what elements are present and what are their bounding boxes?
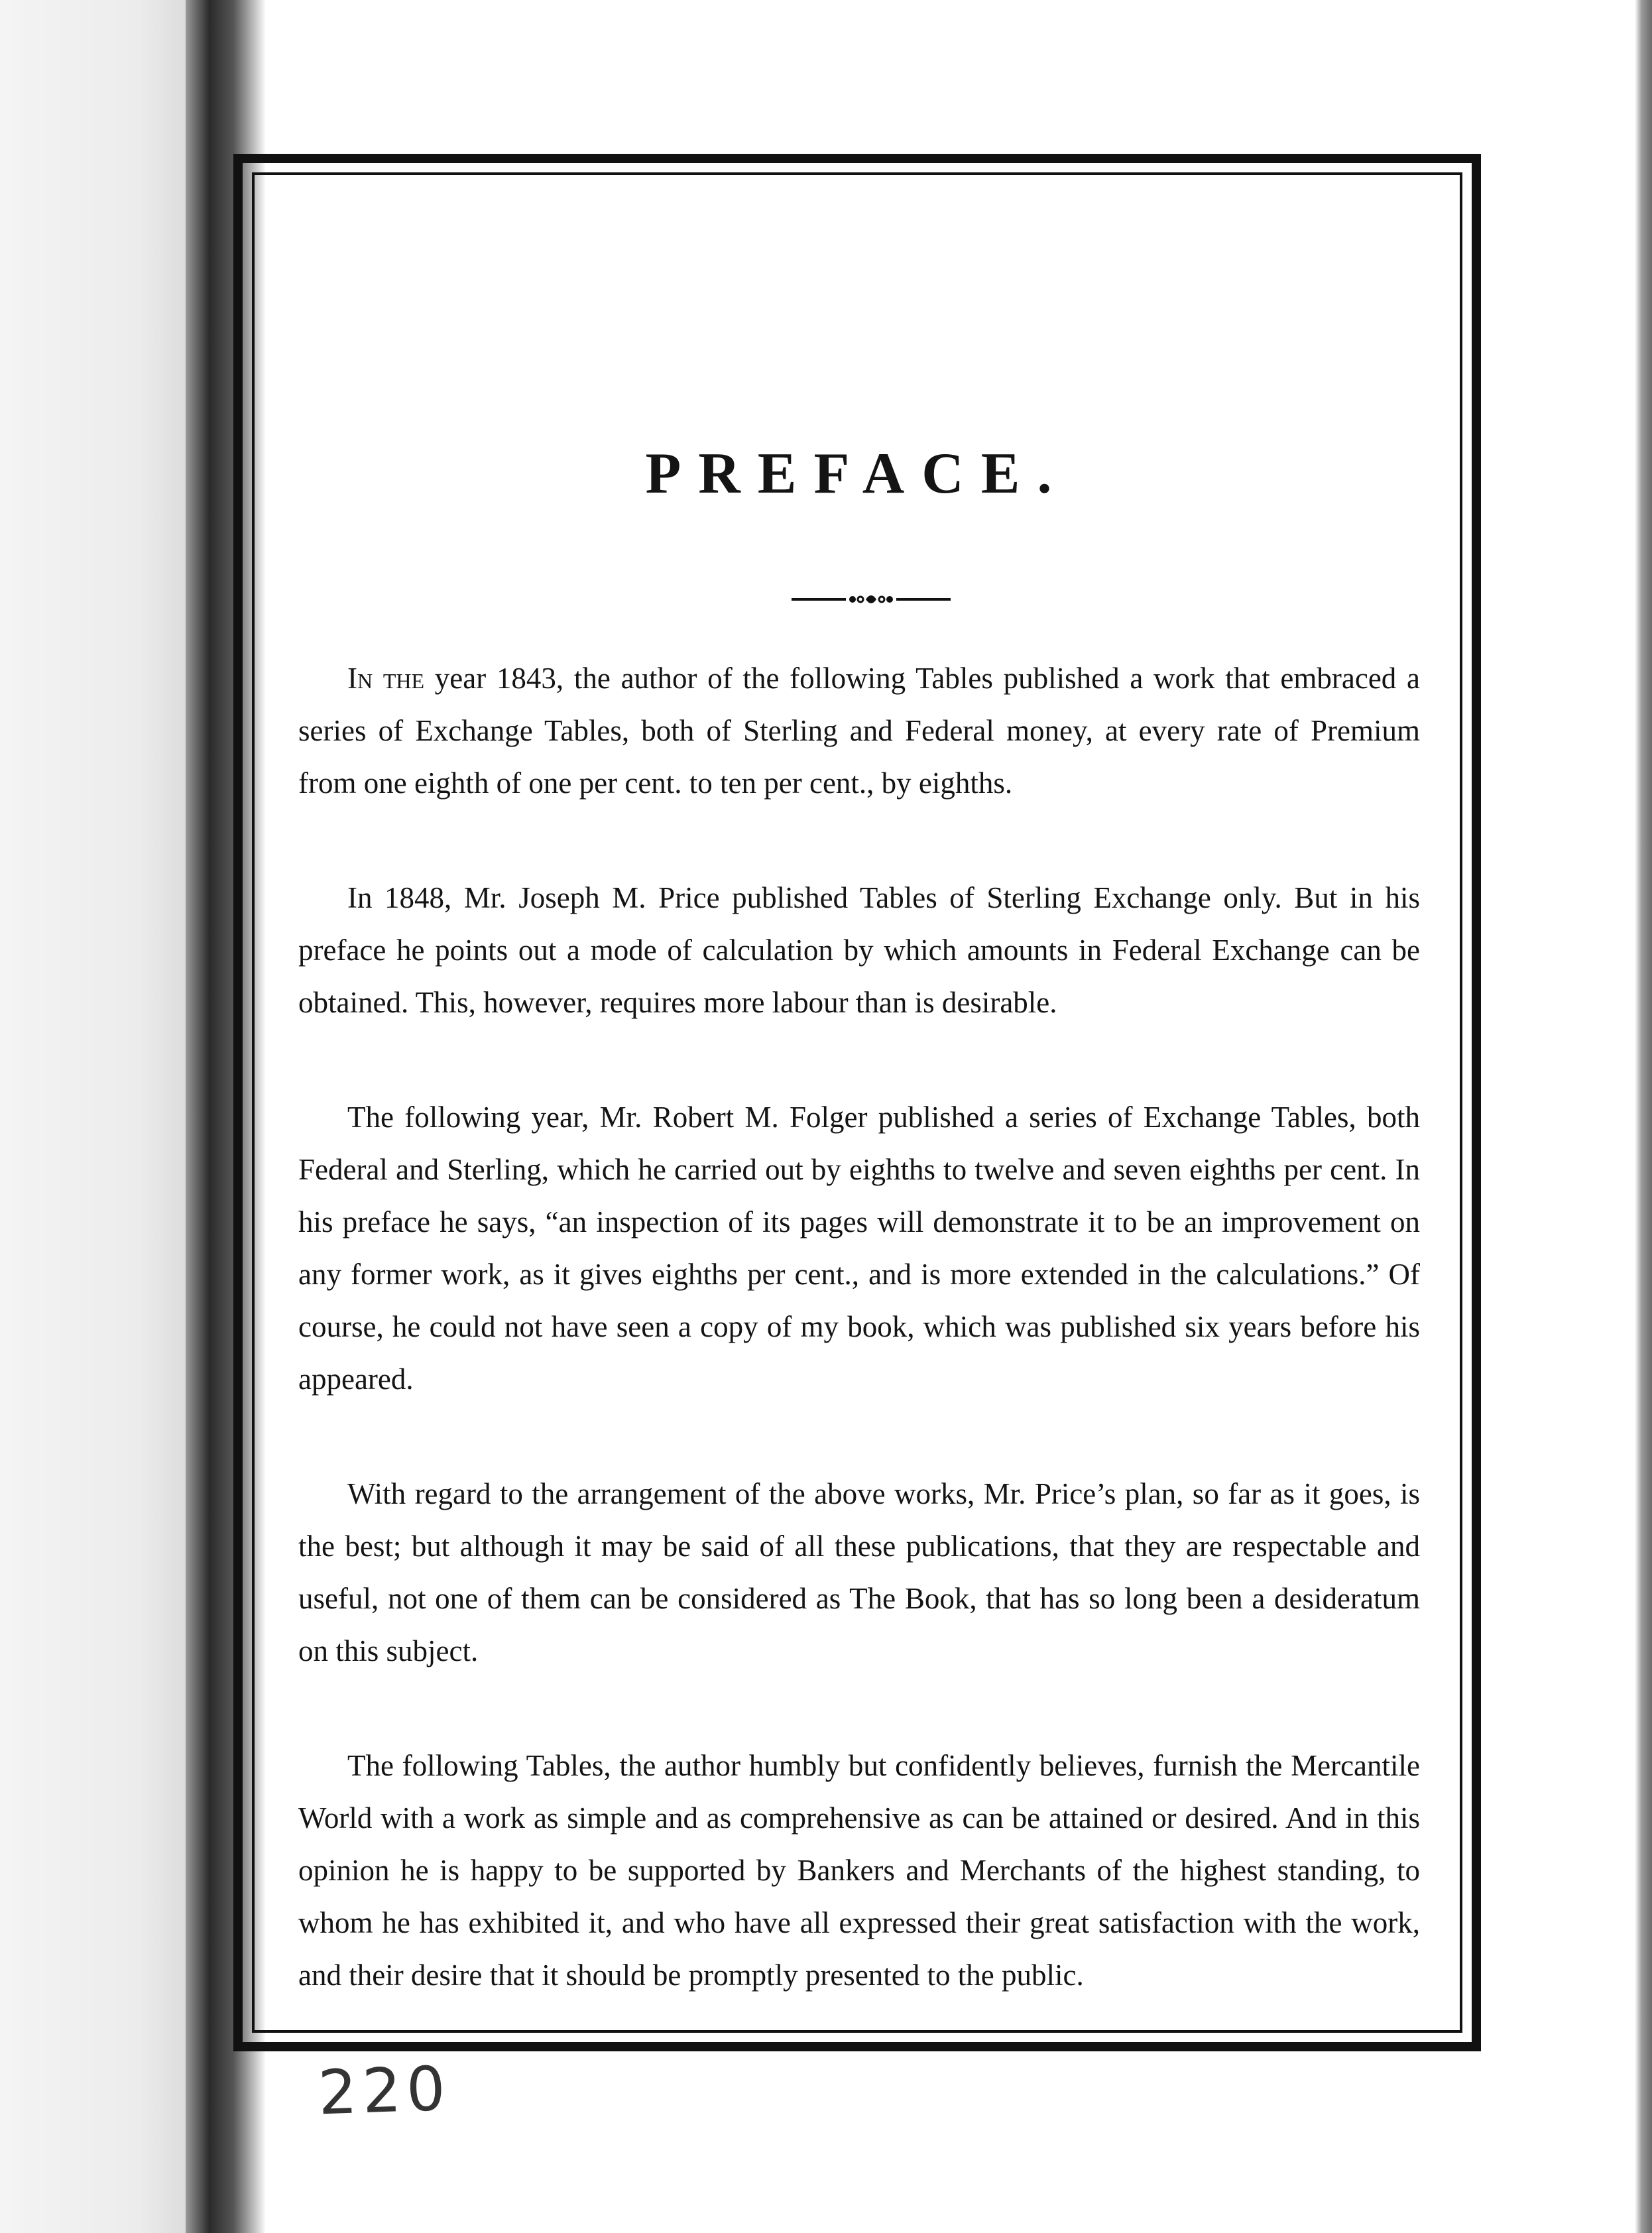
paragraph-1-lead: In the: [347, 662, 425, 695]
facing-page: [0, 0, 199, 2233]
paragraph-1: [298, 652, 1420, 810]
paragraph-1-text: year 1843, the author of the following Tables published a work that embraced a series of Exchange Tables, both of Sterling and Federal money, at every rate of Premium from one eighth of one per cent. to ten per cent., by eighths.: [298, 662, 1420, 800]
paragraph-2: In 1848, Mr. Joseph M. Price published Tables of Sterling Exchange only. But in his preface he points out a mode of calculation by which amounts in Federal Exchange can be obtained. This, however, requires more labour than is desirable.: [298, 881, 1420, 1019]
paragraph-3: The following year, Mr. Robert M. Folger published a series of Exchange Tables, both Federal and Sterling, which he carried out by eighths to twelve and seven eighths per cent. In his preface he says, “an inspection of its pages will demonstrate it to be an improvement on any former work, as it gives eighths per cent., and is more extended in the calculations.” Of course, he could not have seen a copy of my book, which was published six years before his appeared.: [298, 1101, 1420, 1396]
page-border: [233, 154, 1481, 2051]
ornament-divider-icon: [792, 589, 951, 609]
handwritten-page-number: 220: [317, 2053, 452, 2129]
preface-body: [298, 652, 1420, 2064]
preface-title: PREFACE.: [645, 442, 1069, 506]
page-border-inner: [252, 172, 1462, 2033]
page-edge-shadow: [1635, 0, 1652, 2233]
paragraph-5: The following Tables, the author humbly but confidently believes, furnish the Mercantile World with a work as simple and as comprehensive as can be attained or desired. And in this opinion he is happy to be supported by Bankers and Merchants of the highest standing, to whom he has exhibited it, and who have all expressed their great satisfaction with the work, and their desire that it should be promptly presented to the public.: [298, 1749, 1420, 1992]
paragraph-4: With regard to the arrangement of the above works, Mr. Price’s plan, so far as it goes, is the best; but although it may be said of all these publications, that they are respectable and useful, not one of them can be considered as The Book, that has so long been a desideratum on this subject.: [298, 1477, 1420, 1667]
